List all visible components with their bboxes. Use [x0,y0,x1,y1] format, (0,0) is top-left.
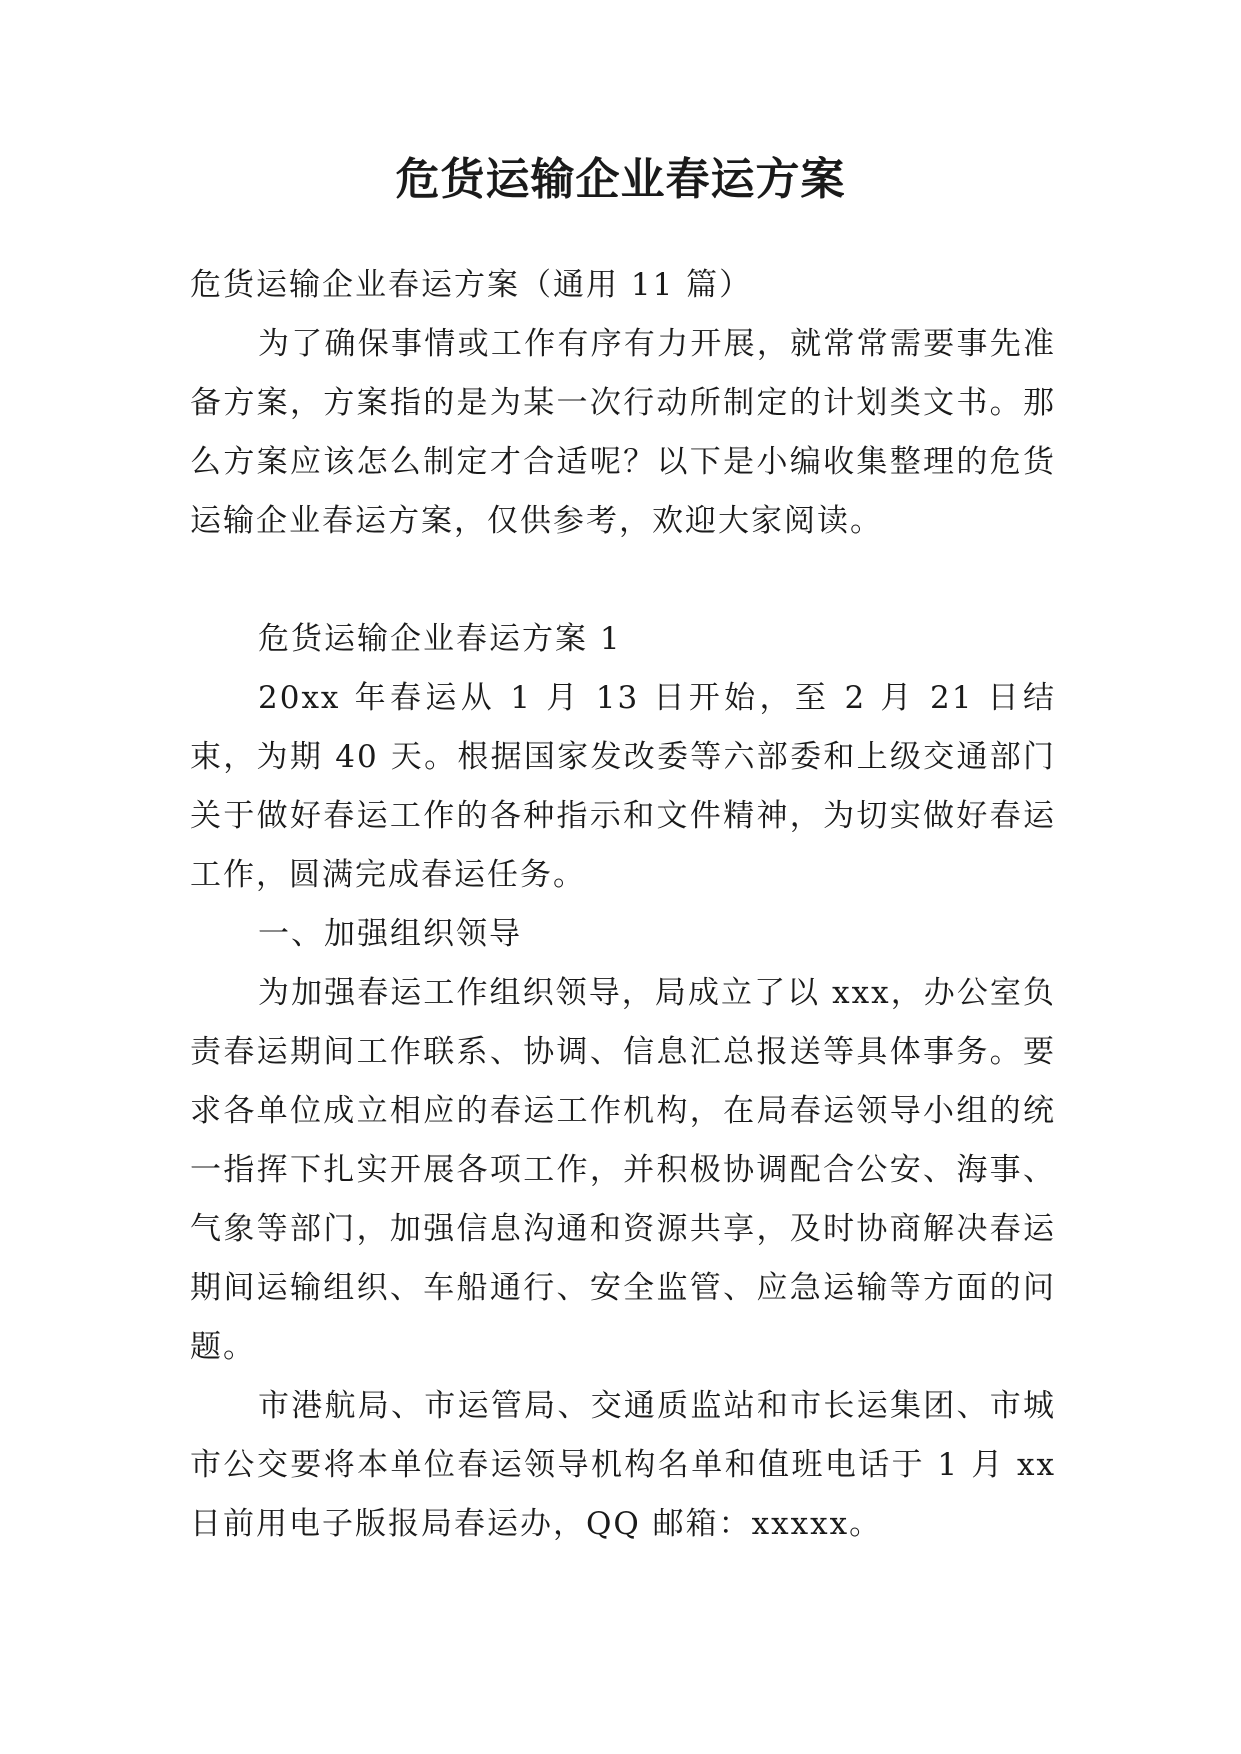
intro-paragraph: 为了确保事情或工作有序有力开展，就常常需要事先准备方案，方案指的是为某一次行动所制定的计划类文书。那么方案应该怎么制定才合适呢？以下是小编收集整理的危货运输企业春运方案，仅供参考，欢迎大家阅读。 [190,326,1056,539]
body-paragraph: 为加强春运工作组织领导，局成立了以 xxx，办公室负责春运期间工作联系、协调、信息汇总报送等具体事务。要求各单位成立相应的春运工作机构，在局春运领导小组的统一指挥下扎实开展各项工作，并积极协调配合公安、海事、气象等部门，加强信息沟通和资源共享，及时协商解决春运期间运输组织、车船通行、安全监管、应急运输等方面的问题。 [190,975,1056,1365]
document-subtitle: 危货运输企业春运方案（通用 11 篇） [190,267,753,303]
document-title: 危货运输企业春运方案 [395,154,846,205]
subsection-heading: 一、加强组织领导 [258,916,522,952]
body-paragraph: 20xx 年春运从 1 月 13 日开始，至 2 月 21 日结束，为期 40 天。根据国家发改委等六部委和上级交通部门关于做好春运工作的各种指示和文件精神，为切实做好春运工作，圆满完成春运任务。 [190,680,1056,893]
body-paragraph: 市港航局、市运管局、交通质监站和市长运集团、市城市公交要将本单位春运领导机构名单和值班电话于 1 月 xx 日前用电子版报局春运办，QQ 邮箱：xxxxx。 [190,1388,1056,1542]
section-heading: 危货运输企业春运方案 1 [258,621,622,657]
document-body [190,256,1056,1554]
